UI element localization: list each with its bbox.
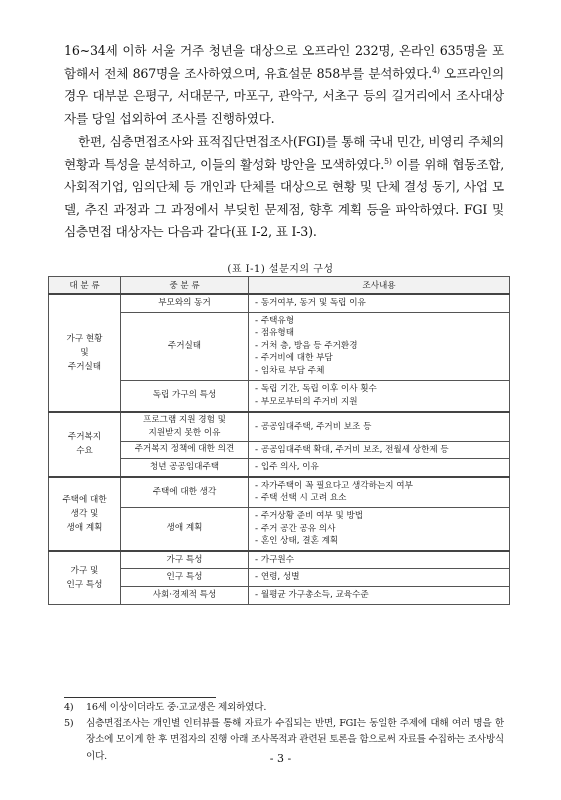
- footnote-text: 심층면접조사는 개인별 인터뷰를 통해 자료가 수집되는 반면, FGI는 동일한 주제에 대해 여러 명을 한 장소에 모이게 한 후 면접자의 진행 아래 조사목적과 관련된 토론을 함으로써 자료를 수집하는 조사방식이다.: [86, 718, 504, 762]
- mid-category-cell: [121, 477, 249, 508]
- footnote-divider: [64, 697, 216, 698]
- mid-category-line: 부모와의 동거: [158, 297, 211, 308]
- content-item: - 자가주택이 꼭 필요다고 생각하는지 여부: [255, 480, 413, 491]
- footnote-ref-4[interactable]: 4): [431, 65, 440, 75]
- content-item: - 주택유형: [255, 315, 295, 326]
- header-mid-category: 중 분 류: [121, 277, 249, 295]
- major-category-cell: [49, 551, 121, 604]
- table-caption: (표 Ⅰ-1) 설문지의 구성: [227, 264, 334, 275]
- mid-category-line: 사회·경제적 특성: [152, 589, 217, 600]
- mid-category-line: 주거실태: [167, 340, 202, 351]
- body-paragraph-1: [64, 40, 504, 130]
- major-category-cell: [49, 294, 121, 412]
- mid-category-cell: [121, 586, 249, 604]
- mid-category-line: 독립 가구의 특성: [152, 390, 217, 401]
- major-category-line: 생애 계획: [66, 522, 103, 533]
- body-paragraph-2: [64, 131, 504, 244]
- content-item: - 독립 기간, 독립 이후 이사 횟수: [255, 384, 377, 395]
- paragraph-2-text-after: 이를 위해 협동조합, 사회적기업, 임의단체 등 개인과 단체를 대상으로 현황 및 단체 결성 동기, 사업 모델, 추진 과정과 그 과정에서 부딪힌 문제점, 향후 계획 등을 파악하였다. FGI 및 심층면접 대상자는 다음과 같다(표 Ⅰ-2, 표 Ⅰ-3).: [64, 156, 504, 240]
- content-item: - 주거비에 대한 부담: [255, 353, 333, 364]
- mid-category-line: 프로그램 지원 경험 및: [143, 414, 226, 425]
- content-item: - 입주 의사, 이유: [255, 462, 319, 473]
- major-category-line: 가구 및: [70, 565, 99, 576]
- mid-category-line: 인구 특성: [166, 572, 203, 583]
- mid-category-line: 주택에 대한 생각: [152, 486, 217, 497]
- mid-category-line: 주거복지 정책에 대한 의견: [134, 444, 235, 455]
- mid-category-cell: [121, 312, 249, 380]
- mid-category-cell: [121, 380, 249, 412]
- footnote-number: 4): [64, 702, 74, 713]
- major-category-line: 주거실태: [67, 362, 102, 373]
- paragraph-1-text: 16~34세 이하 서울 거주 청년을 대상으로 오프라인 232명, 온라인 635명을 포함해서 전체 867명을 조사하였으며, 유효설문 858부를 분석하였다.: [64, 43, 504, 81]
- mid-category-line: 청년 공공임대주택: [149, 461, 220, 472]
- mid-category-line: 생애 계획: [166, 523, 203, 534]
- table-row: [49, 294, 510, 312]
- content-item: - 혼인 상태, 결혼 계획: [255, 536, 339, 547]
- content-item: - 임차료 부담 주체: [255, 365, 325, 376]
- content-item: - 공공임대주택 확대, 주거비 보조, 전월세 상한제 등: [255, 444, 449, 455]
- mid-category-cell: [121, 569, 249, 587]
- mid-category-line: 지원받지 못한 이유: [148, 427, 221, 438]
- content-item: - 연령, 성별: [255, 572, 300, 583]
- content-item: - 주거상황 준비 여부 및 방법: [255, 510, 364, 521]
- content-item: - 부모로부터의 주거비 지원: [255, 396, 358, 407]
- footnote-4: [64, 700, 504, 716]
- major-category-cell: [49, 477, 121, 551]
- header-major-category: 대 분 류: [49, 277, 121, 295]
- footnote-ref-5[interactable]: 5): [384, 156, 392, 166]
- mid-category-cell: [121, 459, 249, 477]
- content-item: - 주거 공간 공유 의사: [255, 523, 336, 534]
- content-cell: [249, 380, 510, 412]
- mid-category-cell: [121, 507, 249, 550]
- footnote-text: 16세 이상이더라도 중·고교생은 제외하였다.: [86, 702, 267, 713]
- mid-category-cell: [121, 294, 249, 312]
- table-header-row: [49, 277, 510, 295]
- content-item: - 거처 층, 방음 등 주거환경: [255, 340, 358, 351]
- major-category-line: 주택에 대한: [62, 494, 107, 505]
- table-row: [49, 551, 510, 569]
- major-category-line: 생각 및: [70, 508, 99, 519]
- content-cell: [249, 507, 510, 550]
- table-row: [49, 412, 510, 441]
- content-cell: [249, 477, 510, 508]
- content-item: - 월평균 가구총소득, 교육수준: [255, 589, 369, 600]
- content-cell: [249, 459, 510, 477]
- survey-structure-table: [48, 276, 510, 605]
- content-cell: [249, 441, 510, 459]
- content-cell: [249, 412, 510, 441]
- content-cell: [249, 569, 510, 587]
- content-item: - 동거여부, 동거 및 독립 이유: [255, 298, 366, 308]
- content-item: - 가구원수: [255, 554, 295, 565]
- header-content: 조사내용: [249, 277, 510, 295]
- paragraph-2-text: 한편, 심층면접조사와 표적집단면접조사(FGI)를 통해 국내 민간, 비영리 주체의 현황과 특성을 분석하고, 이들의 활성화 방안을 모색하였다.: [64, 134, 504, 172]
- content-item: - 공공임대주택, 주거비 보조 등: [255, 421, 372, 432]
- content-item: - 점유형태: [255, 328, 295, 339]
- mid-category-cell: [121, 412, 249, 441]
- mid-category-line: 가구 특성: [166, 554, 203, 565]
- content-cell: [249, 586, 510, 604]
- mid-category-cell: [121, 551, 249, 569]
- major-category-cell: [49, 412, 121, 477]
- paragraph-1-text-after: 오프라인의 경우 대부분 은평구, 서대문구, 마포구, 관악구, 서초구 등의 길거리에서 조사대상자를 당일 섭외하여 조사를 진행하였다.: [64, 65, 504, 126]
- major-category-line: 가구 현황: [66, 334, 103, 345]
- major-category-line: 및: [80, 348, 89, 359]
- major-category-line: 수요: [76, 446, 93, 457]
- major-category-line: 인구 특성: [66, 579, 103, 590]
- content-item: - 주택 선택 시 고려 요소: [255, 493, 347, 504]
- content-cell: [249, 294, 510, 312]
- major-category-line: 주거복지: [67, 432, 102, 443]
- footnote-number: 5): [64, 718, 74, 730]
- page-number: - 3 -: [269, 752, 292, 765]
- content-cell: [249, 551, 510, 569]
- mid-category-cell: [121, 441, 249, 459]
- table-row: [49, 477, 510, 508]
- content-cell: [249, 312, 510, 380]
